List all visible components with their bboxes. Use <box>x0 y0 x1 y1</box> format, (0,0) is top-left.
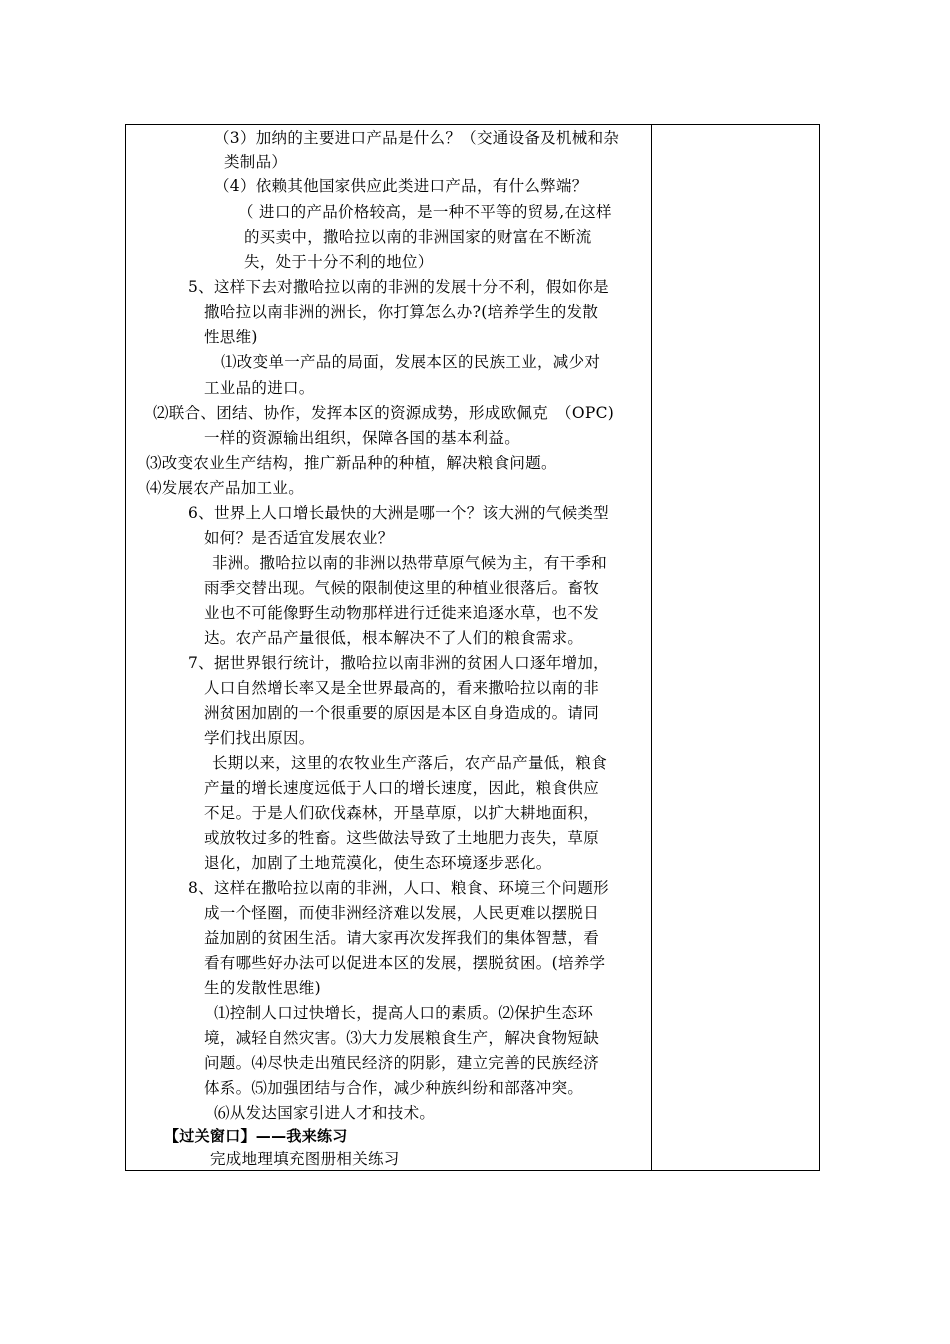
text-line: ⑴控制人口过快增长，提高人口的素质。⑵保护生态环 <box>214 1004 594 1022</box>
text-line: 人口自然增长率又是全世界最高的，看来撒哈拉以南的非 <box>204 679 600 697</box>
text-line: 的买卖中，撒哈拉以南的非洲国家的财富在不断流 <box>244 228 592 246</box>
text-line: 5、这样下去对撒哈拉以南的非洲的发展十分不利，假如你是 <box>188 278 609 296</box>
text-line: ⑶改变农业生产结构，推广新品种的种植，解决粮食问题。 <box>146 454 557 472</box>
lesson-table <box>125 124 820 1171</box>
text-line: 非洲。撒哈拉以南的非洲以热带草原气候为主，有干季和 <box>212 554 608 572</box>
text-line: 6、世界上人口增长最快的大洲是哪一个？该大洲的气候类型 <box>188 504 609 522</box>
text-line: ⑴改变单一产品的局面，发展本区的民族工业，减少对 <box>221 353 601 371</box>
text-line: 或放牧过多的牲畜。这些做法导致了土地肥力丧失，草原 <box>204 829 600 847</box>
text-line: ⑹从发达国家引进人才和技术。 <box>214 1104 436 1122</box>
text-line: 成一个怪圈，而使非洲经济难以发展，人民更难以摆脱日 <box>204 904 600 922</box>
text-line: ⑷发展农产品加工业。 <box>146 479 305 497</box>
text-line: 雨季交替出现。气候的限制使这里的种植业很落后。畜牧 <box>204 579 600 597</box>
text-line: 类制品） <box>224 153 288 171</box>
text-line: 益加剧的贫困生活。请大家再次发挥我们的集体智慧，看 <box>204 929 600 947</box>
text-line: 完成地理填充图册相关练习 <box>210 1150 400 1168</box>
section-heading: 【过关窗口】——我来练习 <box>164 1127 348 1145</box>
text-line: 长期以来，这里的农牧业生产落后，农产品产量低，粮食 <box>212 754 608 772</box>
text-line: 一样的资源输出组织，保障各国的基本利益。 <box>204 429 521 447</box>
text-line: 问题。⑷尽快走出殖民经济的阴影，建立完善的民族经济 <box>204 1054 600 1072</box>
text-line: 退化，加剧了土地荒漠化，使生态环境逐步恶化。 <box>204 854 552 872</box>
text-line: 看有哪些好办法可以促进本区的发展，摆脱贫困。(培养学 <box>204 954 606 972</box>
text-line: 8、这样在撒哈拉以南的非洲，人口、粮食、环境三个问题形 <box>188 879 609 897</box>
text-line: 学们找出原因。 <box>204 729 315 747</box>
text-line: 不足。于是人们砍伐森林，开垦草原，以扩大耕地面积， <box>204 804 600 822</box>
notes-column <box>652 125 819 1170</box>
text-line: 失，处于十分不利的地位） <box>244 253 434 271</box>
text-line: ⑵联合、团结、协作，发挥本区的资源成势，形成欧佩克 （OPC) <box>153 404 615 422</box>
text-line: 7、据世界银行统计，撒哈拉以南非洲的贫困人口逐年增加， <box>188 654 609 672</box>
text-line: 境，减轻自然灾害。⑶大力发展粮食生产，解决食物短缺 <box>204 1029 600 1047</box>
text-line: 达。农产品产量很低，根本解决不了人们的粮食需求。 <box>204 629 584 647</box>
text-line: 洲贫困加剧的一个很重要的原因是本区自身造成的。请同 <box>204 704 600 722</box>
text-line: （ 进口的产品价格较高，是一种不平等的贸易,在这样 <box>238 203 612 221</box>
text-line: 撒哈拉以南非洲的洲长，你打算怎么办?(培养学生的发散 <box>204 303 599 321</box>
text-line: （4）依赖其他国家供应此类进口产品，有什么弊端？ <box>214 177 588 195</box>
text-line: 性思维) <box>204 328 258 346</box>
text-line: 业也不可能像野生动物那样进行迁徙来追逐水草，也不发 <box>204 604 600 622</box>
text-line: 如何？是否适宜发展农业？ <box>204 529 394 547</box>
text-line: 体系。⑸加强团结与合作，减少种族纠纷和部落冲突。 <box>204 1079 584 1097</box>
text-line: 工业品的进口。 <box>204 379 315 397</box>
text-line: （3）加纳的主要进口产品是什么？（交通设备及机械和杂 <box>214 129 620 147</box>
lesson-content <box>126 125 651 1170</box>
text-line: 产量的增长速度远低于人口的增长速度，因此，粮食供应 <box>204 779 600 797</box>
text-line: 生的发散性思维) <box>204 979 321 997</box>
